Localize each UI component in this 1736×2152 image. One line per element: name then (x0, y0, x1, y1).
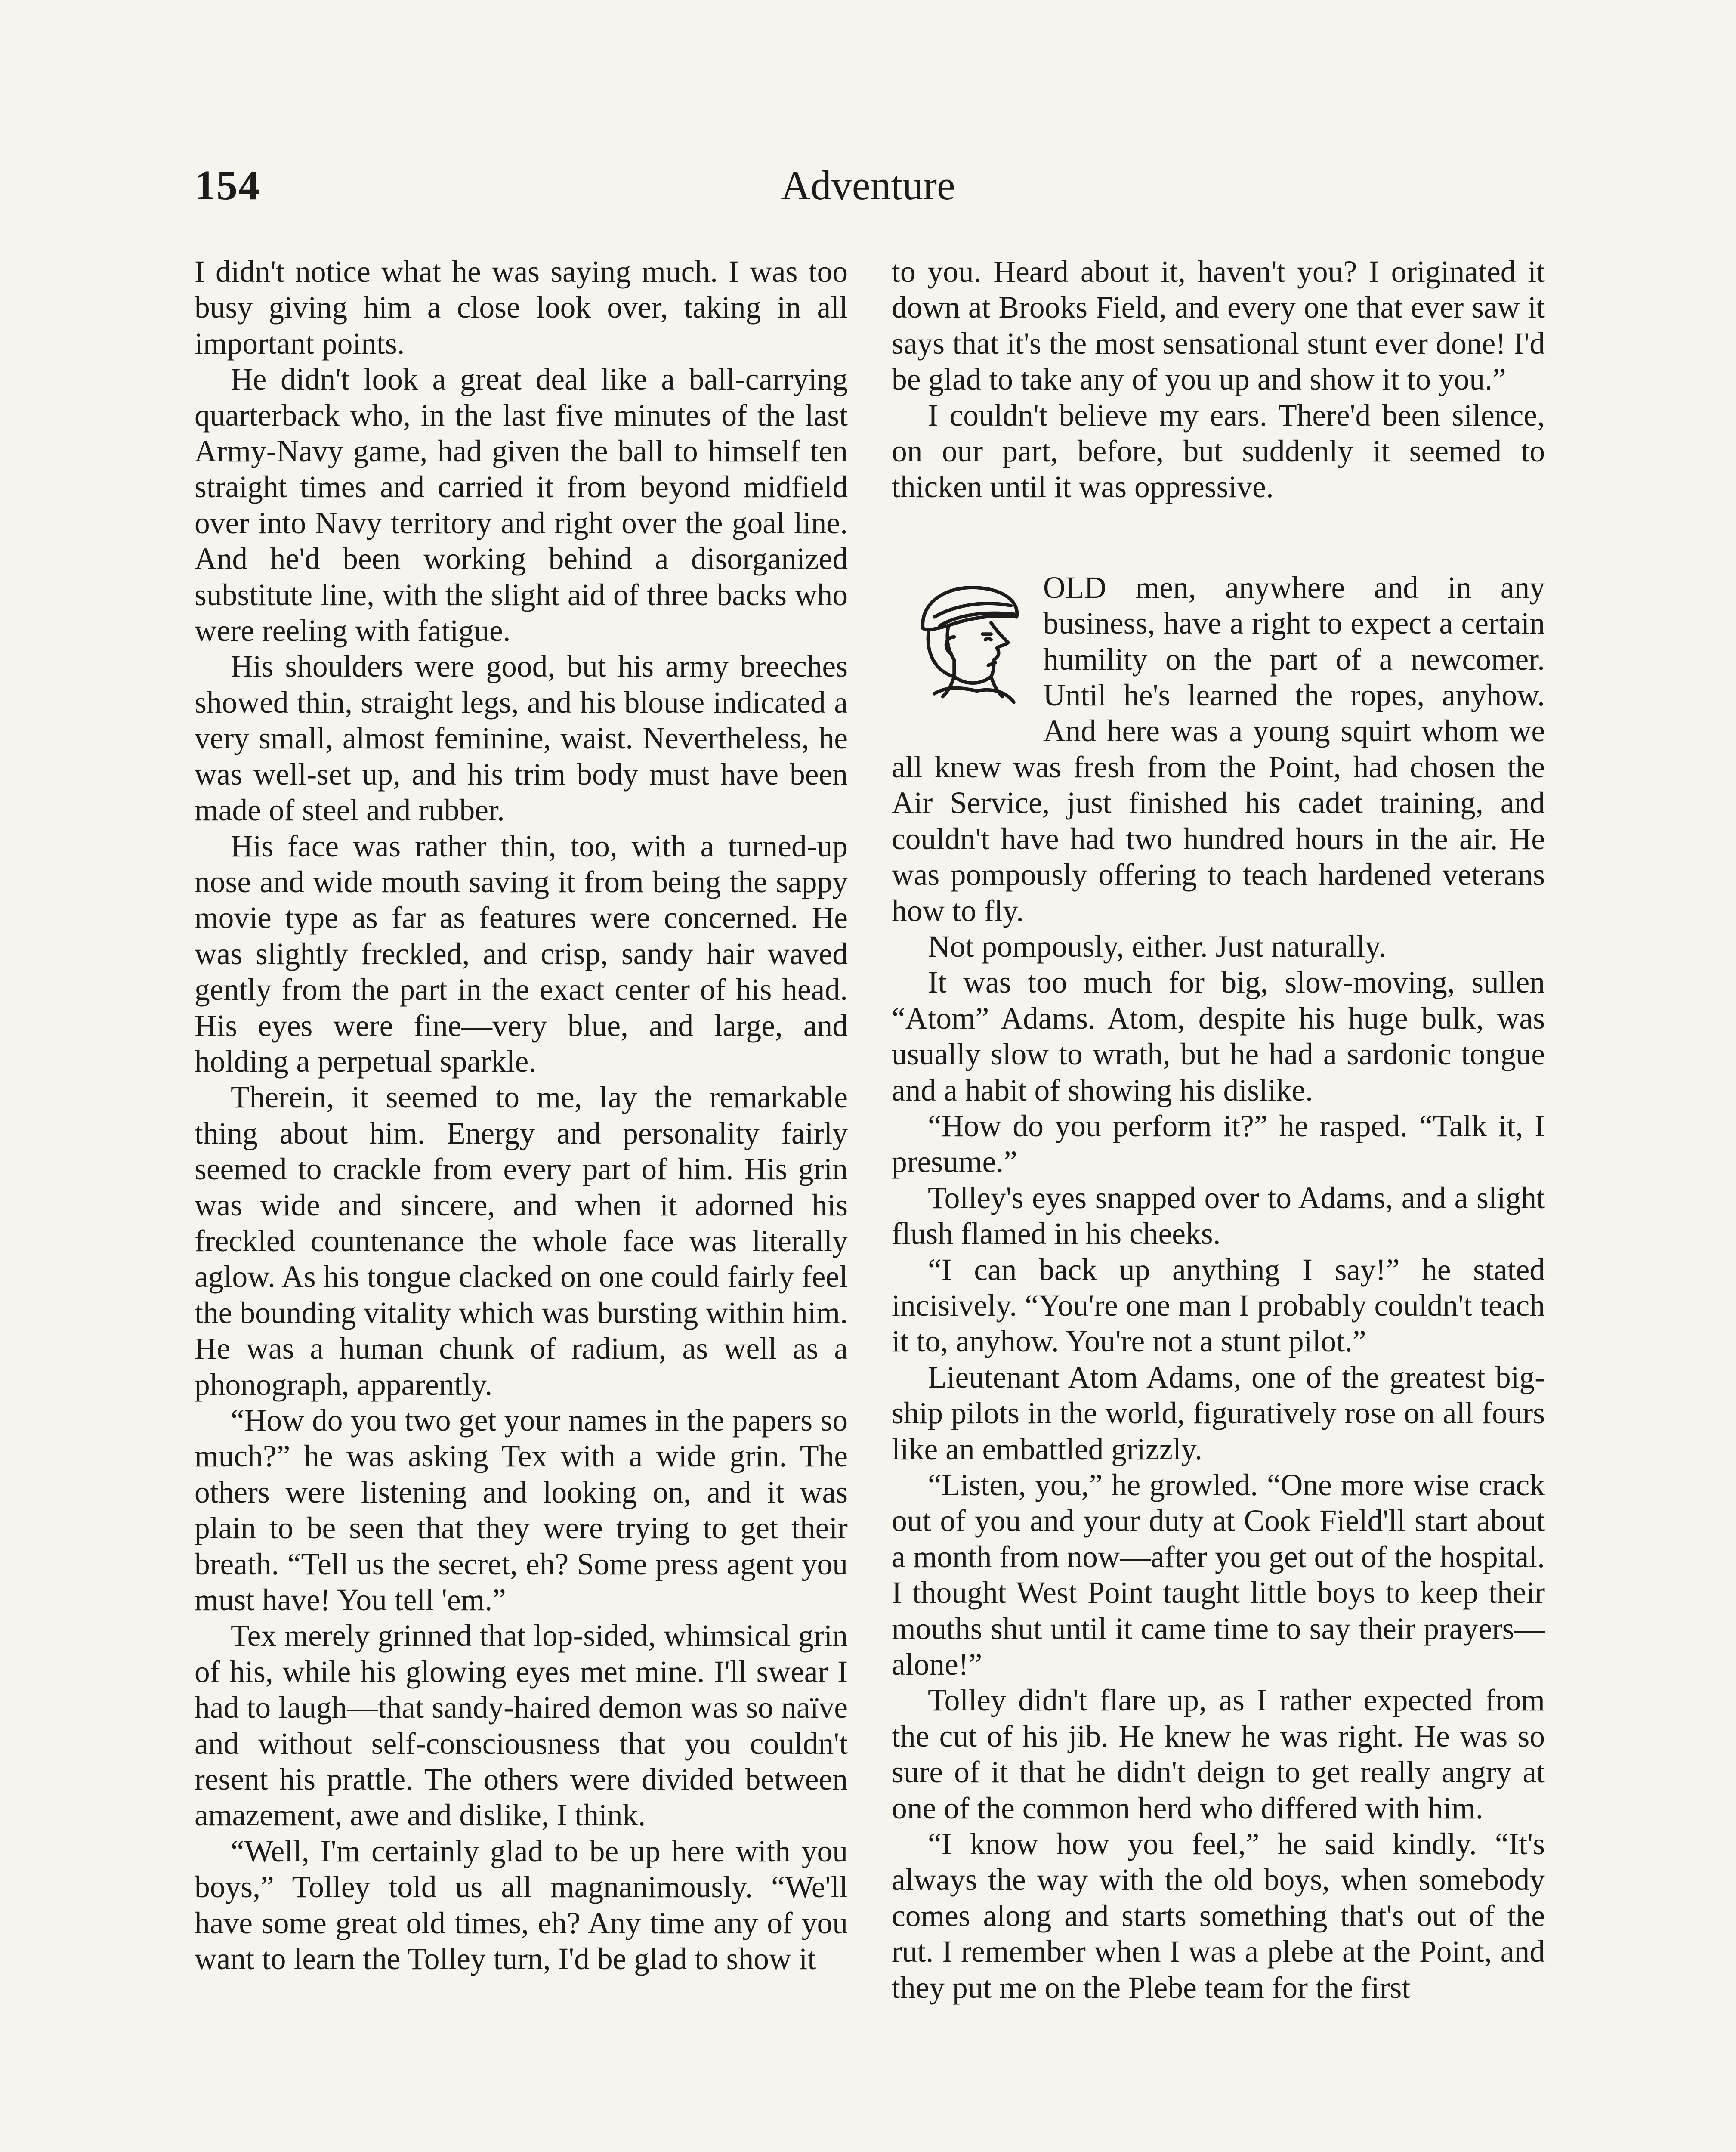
section-break (892, 505, 1545, 570)
paragraph: OLD men, anywhere and in any business, have a right to expect a certain humility on the part of a newcomer. Until he's learned the ropes, anyhow. And here was a young squirt whom we all knew was fresh from the Point, had chosen the Air Service, just finished his cadet training, and couldn't have had two hundred hours in the air. He was pompously offering to teach hardened veterans how to fly. (892, 570, 1545, 928)
paragraph: “I can back up anything I say!” he stated incisively. “You're one man I probably couldn't teach it to, anyhow. You're not a stunt pilot.” (892, 1252, 1545, 1359)
paragraph: Therein, it seemed to me, lay the remarkable thing about him. Energy and personality fairly seemed to crackle from every part of him. His grin was wide and sincere, and when it adorned his freckled countenance the whole face was literally aglow. As his tongue clacked on one could fairly feel the bounding vitality which was bursting within him. He was a human chunk of radium, as well as a phonograph, apparently. (195, 1080, 848, 1402)
paragraph: He didn't look a great deal like a ball-carrying quarterback who, in the last five minutes of the last Army-Navy game, had given the ball to himself ten straight times and carried it from beyond midfield over into Navy territory and right over the goal line. And he'd been working behind a disorganized substitute line, with the slight aid of three backs who were reeling with fatigue. (195, 362, 848, 648)
paragraph: Tolley's eyes snapped over to Adams, and a slight flush flamed in his cheeks. (892, 1181, 1545, 1251)
paragraph: His shoulders were good, but his army breeches showed thin, straight legs, and his blouse indicated a very small, almost feminine, waist. Nevertheless, he was well-set up, and his trim body must have been made of steel and rubber. (195, 649, 848, 828)
paragraph: Tex merely grinned that lop-sided, whimsical grin of his, while his glowing eyes met mine. I'll swear I had to laugh—that sandy-haired demon was so naïve and without self-consciousness that you couldn't resent his prattle. The others were divided between amazement, awe and dislike, I think. (195, 1619, 848, 1833)
aviator-head-icon (892, 572, 1034, 714)
paragraph: “I know how you feel,” he said kindly. “It's always the way with the old boys, when somebody comes along and starts something that's out of the rut. I remember when I was a plebe at the Point, and they put me on the Plebe team for the first (892, 1827, 1545, 2005)
paragraph: His face was rather thin, too, with a turned-up nose and wide mouth saving it from being the sappy movie type as far as features were concerned. He was slightly freckled, and crisp, sandy hair waved gently from the part in the exact center of his head. His eyes were fine—very blue, and large, and holding a perpetual sparkle. (195, 829, 848, 1079)
paragraph: to you. Heard about it, haven't you? I originated it down at Brooks Field, and every one that ever saw it says that it's the most sensational stunt ever done! I'd be glad to take any of you up and show it to you.” (892, 255, 1545, 397)
paragraph: “How do you two get your names in the papers so much?” he was asking Tex with a wide grin. The others were listening and looking on, and it was plain to be seen that they were trying to get their breath. “Tell us the secret, eh? Some press agent you must have! You tell 'em.” (195, 1404, 848, 1617)
paragraph: “Well, I'm certainly glad to be up here with you boys,” Tolley told us all magnanimously. “We'll have some great old times, eh? Any time any of you want to learn the Tolley turn, I'd be glad to show it (195, 1834, 848, 1976)
page-number: 154 (195, 162, 260, 209)
paragraph: Tolley didn't flare up, as I rather expected from the cut of his jib. He knew he was right. He was so sure of it that he didn't deign to get really angry at one of the common herd who differed with him. (892, 1683, 1545, 1825)
paragraph: “How do you perform it?” he rasped. “Talk it, I presume.” (892, 1109, 1545, 1179)
running-head-title: Adventure (781, 162, 955, 208)
paragraph: “Listen, you,” he growled. “One more wise crack out of you and your duty at Cook Field'll start about a month from now—after you get out of the hospital. I thought West Point taught little boys to keep their mouths shut until it came time to say their prayers—alone!” (892, 1468, 1545, 1682)
left-column (195, 254, 848, 1977)
paragraph: I couldn't believe my ears. There'd been silence, on our part, before, but suddenly it seemed to thicken until it was oppressive. (892, 398, 1545, 504)
right-column (892, 254, 1545, 2006)
paragraph: It was too much for big, slow-moving, sullen “Atom” Adams. Atom, despite his huge bulk, was usually slow to wrath, but he had a sardonic tongue and a habit of showing his dislike. (892, 965, 1545, 1107)
paragraph: Lieutenant Atom Adams, one of the greatest big-ship pilots in the world, figuratively rose on all fours like an embattled grizzly. (892, 1360, 1545, 1466)
paragraph: I didn't notice what he was saying much. I was too busy giving him a close look over, taking in all important points. (195, 255, 848, 361)
paragraph: Not pompously, either. Just naturally. (928, 929, 1387, 964)
